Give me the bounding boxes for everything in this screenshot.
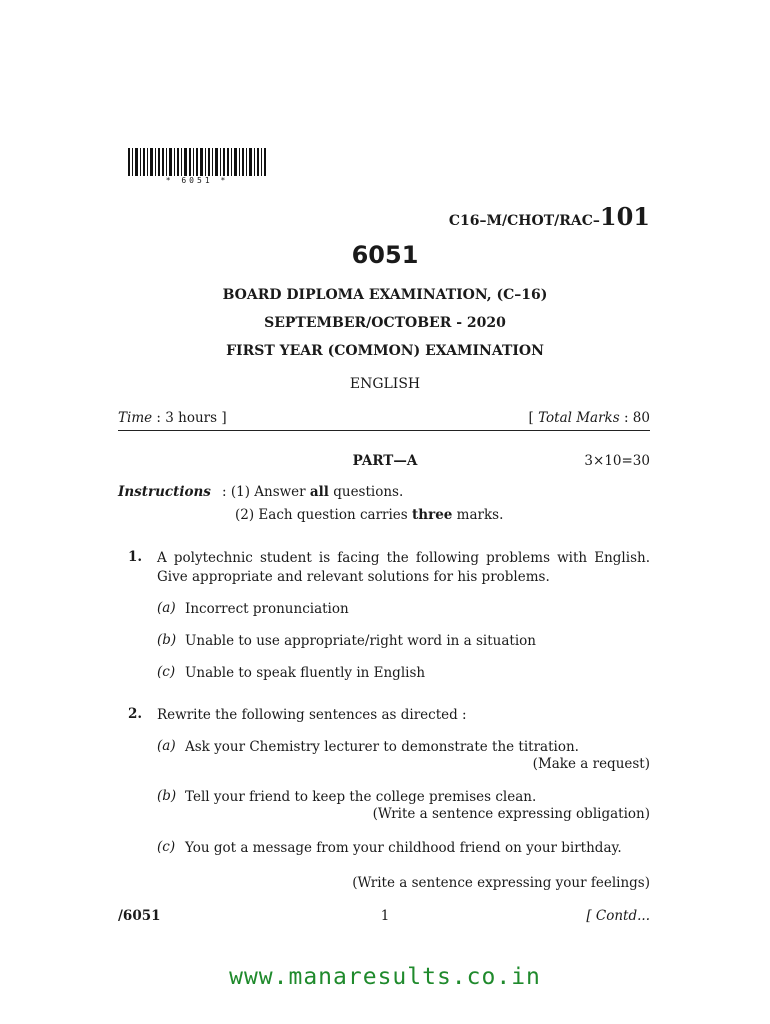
instruction-2-emphasis: three — [412, 507, 453, 523]
time-label: Time — [118, 410, 153, 426]
question-1-number: 1. — [128, 549, 143, 565]
exam-year: FIRST YEAR (COMMON) EXAMINATION — [226, 343, 544, 359]
instruction-1-text: : (1) Answer — [222, 484, 310, 500]
q1-a-label: (a) — [157, 600, 176, 616]
website-link[interactable]: www.manaresults.co.in — [229, 964, 541, 990]
continued-note: [ Contd... — [586, 908, 650, 924]
q1-c-text: Unable to speak fluently in English — [185, 665, 426, 681]
q1-b-text: Unable to use appropriate/right word in a situation — [185, 633, 536, 649]
header-divider — [118, 430, 650, 431]
paper-number: 6051 — [351, 241, 419, 269]
time-value: : 3 hours ] — [156, 410, 227, 426]
footer-code: /6051 — [118, 908, 161, 924]
marks-bracket: [ — [528, 410, 539, 426]
instructions-label: Instructions — [118, 484, 211, 500]
part-marks: 3×10=30 — [584, 453, 650, 469]
q2-c-direction: (Write a sentence expressing your feelings) — [352, 875, 650, 891]
question-2-number: 2. — [128, 706, 143, 722]
exam-title: BOARD DIPLOMA EXAMINATION, (C–16) — [222, 287, 548, 303]
instruction-1-end: questions. — [328, 484, 404, 500]
instruction-2-text: (2) Each question carries — [235, 507, 413, 523]
q2-b-label: (b) — [157, 788, 177, 804]
time-marks-row — [118, 410, 650, 426]
marks-label: Total Marks — [538, 410, 620, 426]
marks-value: : 80 — [623, 410, 650, 426]
q2-a-direction: (Make a request) — [532, 756, 650, 772]
course-code-number: 101 — [599, 202, 650, 231]
q1-a-text: Incorrect pronunciation — [185, 601, 349, 617]
barcode — [128, 148, 266, 176]
part-title: PART—A — [352, 453, 418, 469]
q1-c-label: (c) — [157, 664, 176, 680]
course-code — [449, 202, 650, 231]
total-marks — [529, 410, 651, 426]
instruction-2-end: marks. — [452, 507, 504, 523]
question-1-text: A polytechnic student is facing the following problems with English. Give appropriate and relevant solutions for his problems. — [157, 550, 650, 585]
q2-c-text: You got a message from your childhood friend on your birthday. — [185, 840, 622, 856]
q1-b-label: (b) — [157, 632, 177, 648]
q2-a-text: Ask your Chemistry lecturer to demonstrate the titration. — [185, 739, 579, 755]
instruction-2 — [235, 507, 503, 523]
exam-session: SEPTEMBER/OCTOBER - 2020 — [264, 315, 506, 331]
question-2-text: Rewrite the following sentences as directed : — [157, 707, 467, 723]
instruction-1 — [222, 484, 403, 500]
subject: ENGLISH — [349, 376, 421, 392]
instruction-1-emphasis: all — [309, 484, 329, 500]
course-code-prefix: C16–M/CHOT/RAC– — [448, 213, 600, 229]
q2-a-label: (a) — [157, 738, 176, 754]
barcode-number: * 6051 * — [165, 176, 229, 185]
q2-c-label: (c) — [157, 839, 176, 855]
q2-b-text: Tell your friend to keep the college premises clean. — [185, 789, 537, 805]
q2-b-direction: (Write a sentence expressing obligation) — [372, 806, 650, 822]
page-number: 1 — [380, 908, 390, 924]
time-info — [118, 410, 227, 426]
